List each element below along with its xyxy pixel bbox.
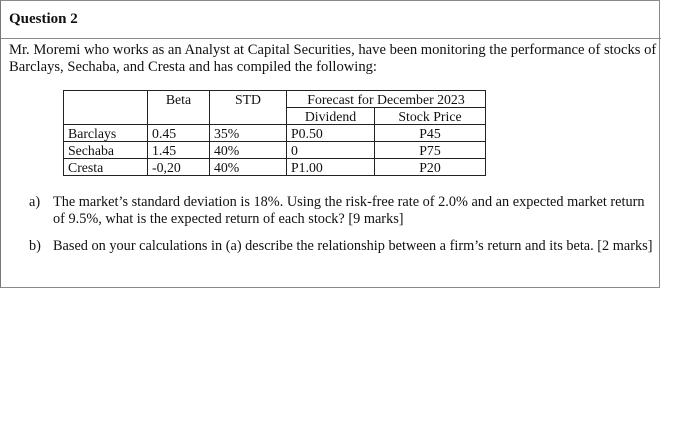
subquestion-label: b) (29, 238, 41, 254)
table-corner-cell (64, 91, 148, 108)
row-price: P20 (375, 159, 486, 176)
table-corner-cell-lower (64, 108, 148, 125)
row-name: Barclays (64, 125, 148, 142)
row-dividend: P1.00 (287, 159, 375, 176)
row-beta: 0.45 (148, 125, 210, 142)
stock-data-table (63, 90, 486, 176)
header-stock-price: Stock Price (375, 108, 486, 125)
table-row (64, 142, 486, 159)
header-beta: Beta (148, 91, 210, 108)
table-row (64, 125, 486, 142)
row-name: Cresta (64, 159, 148, 176)
subquestion-list (29, 194, 657, 265)
table-header-row (64, 91, 486, 108)
header-dividend: Dividend (287, 108, 375, 125)
header-std: STD (210, 91, 287, 108)
subquestion-text: Based on your calculations in (a) describe the relationship between a firm’s return and its beta. [2 marks] (53, 238, 653, 254)
std-subheader-blank (210, 108, 287, 125)
question-intro: Mr. Moremi who works as an Analyst at Capital Securities, have been monitoring the performance of stocks of Barclays, Sechaba, and Cresta and has compiled the following: (9, 42, 657, 75)
row-dividend: 0 (287, 142, 375, 159)
row-dividend: P0.50 (287, 125, 375, 142)
row-price: P45 (375, 125, 486, 142)
table-subheader-row (64, 108, 486, 125)
subquestion-a (29, 194, 657, 228)
subquestion-b (29, 238, 657, 255)
header-forecast: Forecast for December 2023 (287, 91, 486, 108)
row-std: 40% (210, 159, 287, 176)
row-price: P75 (375, 142, 486, 159)
question-title: Question 2 (9, 11, 78, 27)
row-name: Sechaba (64, 142, 148, 159)
table-row (64, 159, 486, 176)
row-std: 35% (210, 125, 287, 142)
subquestion-text: The market’s standard deviation is 18%. Using the risk-free rate of 2.0% and an expected market return of 9.5%, what is the expected return of each stock? [9 marks] (53, 194, 645, 227)
beta-subheader-blank (148, 108, 210, 125)
question-header (1, 1, 661, 39)
row-beta: -0,20 (148, 159, 210, 176)
row-std: 40% (210, 142, 287, 159)
row-beta: 1.45 (148, 142, 210, 159)
subquestion-label: a) (29, 194, 41, 210)
